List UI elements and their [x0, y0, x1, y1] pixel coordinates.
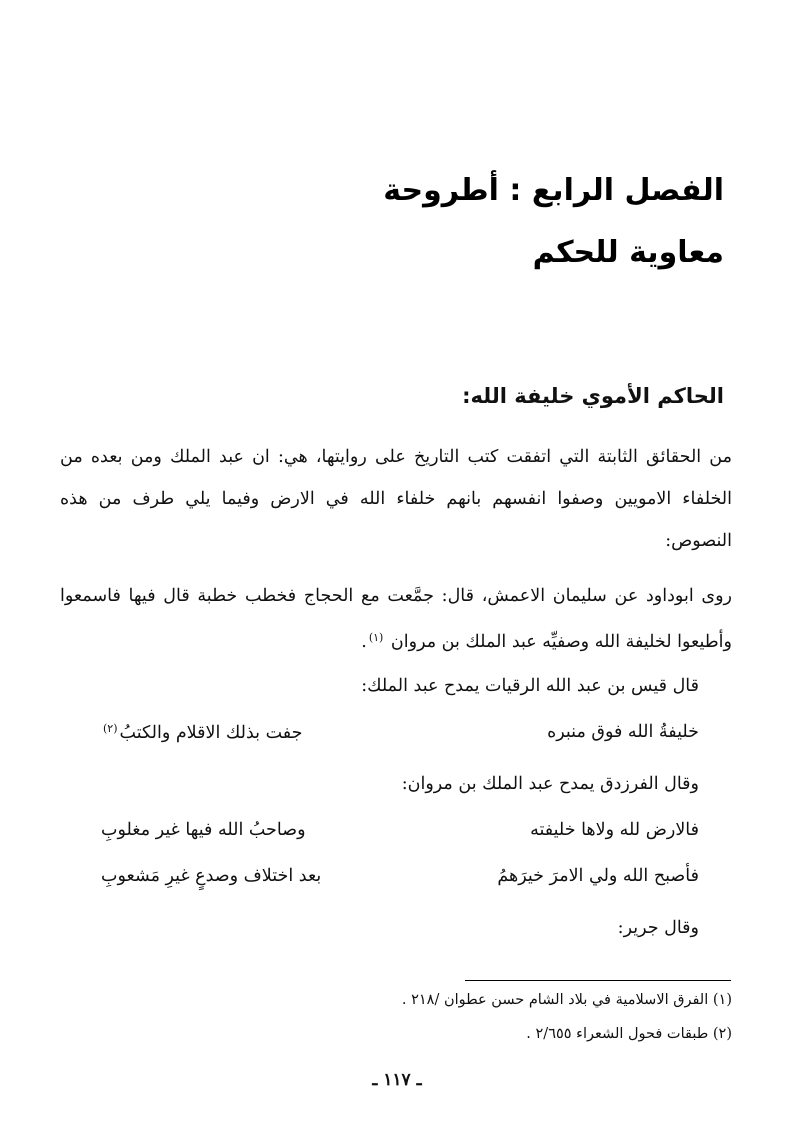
footnote-2: (٢) طبقات فحول الشعراء ٢/٦٥٥ . — [526, 1026, 732, 1042]
verse-qays-second-text: جفت بذلك الاقلام والكتبُ — [119, 723, 303, 743]
verse-qays-second-half — [101, 722, 302, 743]
intro-qays: قال قيس بن عبد الله الرقيات يمدح عبد الملك: — [361, 676, 699, 696]
verse-farazdaq-2-first-half: فأصبح الله ولي الامرَ خيرَهمُ — [497, 866, 699, 886]
verse-farazdaq-1 — [101, 820, 699, 850]
footnote-1: (١) الفرق الاسلامية في بلاد الشام حسن عطوان /٢١٨ . — [401, 992, 732, 1008]
footnote-ref-2: (٢) — [103, 722, 118, 735]
verse-qays-first-half: خليفةُ الله فوق منبره — [547, 722, 699, 742]
section-heading: الحاكم الأموي خليفة الله: — [462, 384, 724, 408]
verse-farazdaq-1-first-half: فالارض لله ولاها خليفته — [530, 820, 699, 840]
verse-farazdaq-2-second-half: بعد اختلاف وصدعٍ غيرِ مَشعوبِ — [101, 866, 322, 886]
footnote-ref-1: (١) — [368, 631, 384, 644]
footnote-divider — [465, 980, 731, 981]
paragraph-1: من الحقائق الثابتة التي اتفقت كتب التاريخ على روايتها، هي: ان عبد الملك ومن بعده من الخلفاء الامويين وصفوا انفسهم بانهم خلفاء الله في الارض وفيما يلي طرف من هذه النصوص: — [60, 447, 732, 551]
chapter-title-line-2: معاوية للحكم — [532, 235, 724, 270]
intro-farazdaq: وقال الفرزدق يمدح عبد الملك بن مروان: — [401, 774, 699, 794]
page-number: ـ ١١٧ ـ — [372, 1070, 422, 1090]
chapter-title — [274, 160, 724, 284]
paragraph-2-end: . — [361, 632, 367, 652]
verse-qays — [101, 722, 699, 752]
verse-farazdaq-1-second-half: وصاحبُ الله فيها غير مغلوبِ — [101, 820, 306, 840]
verse-farazdaq-2 — [101, 866, 699, 896]
paragraph-2-text: روى ابوداود عن سليمان الاعمش، قال: جمَّعت مع الحجاج فخطب خطبة قال فيها فاسمعوا وأطيعوا لخليفة الله وصفيِّه عبد الملك بن مروان — [60, 586, 732, 652]
paragraph-2 — [60, 575, 732, 663]
chapter-title-line-1: الفصل الرابع : أطروحة — [383, 173, 724, 208]
intro-jarir: وقال جرير: — [617, 918, 699, 938]
